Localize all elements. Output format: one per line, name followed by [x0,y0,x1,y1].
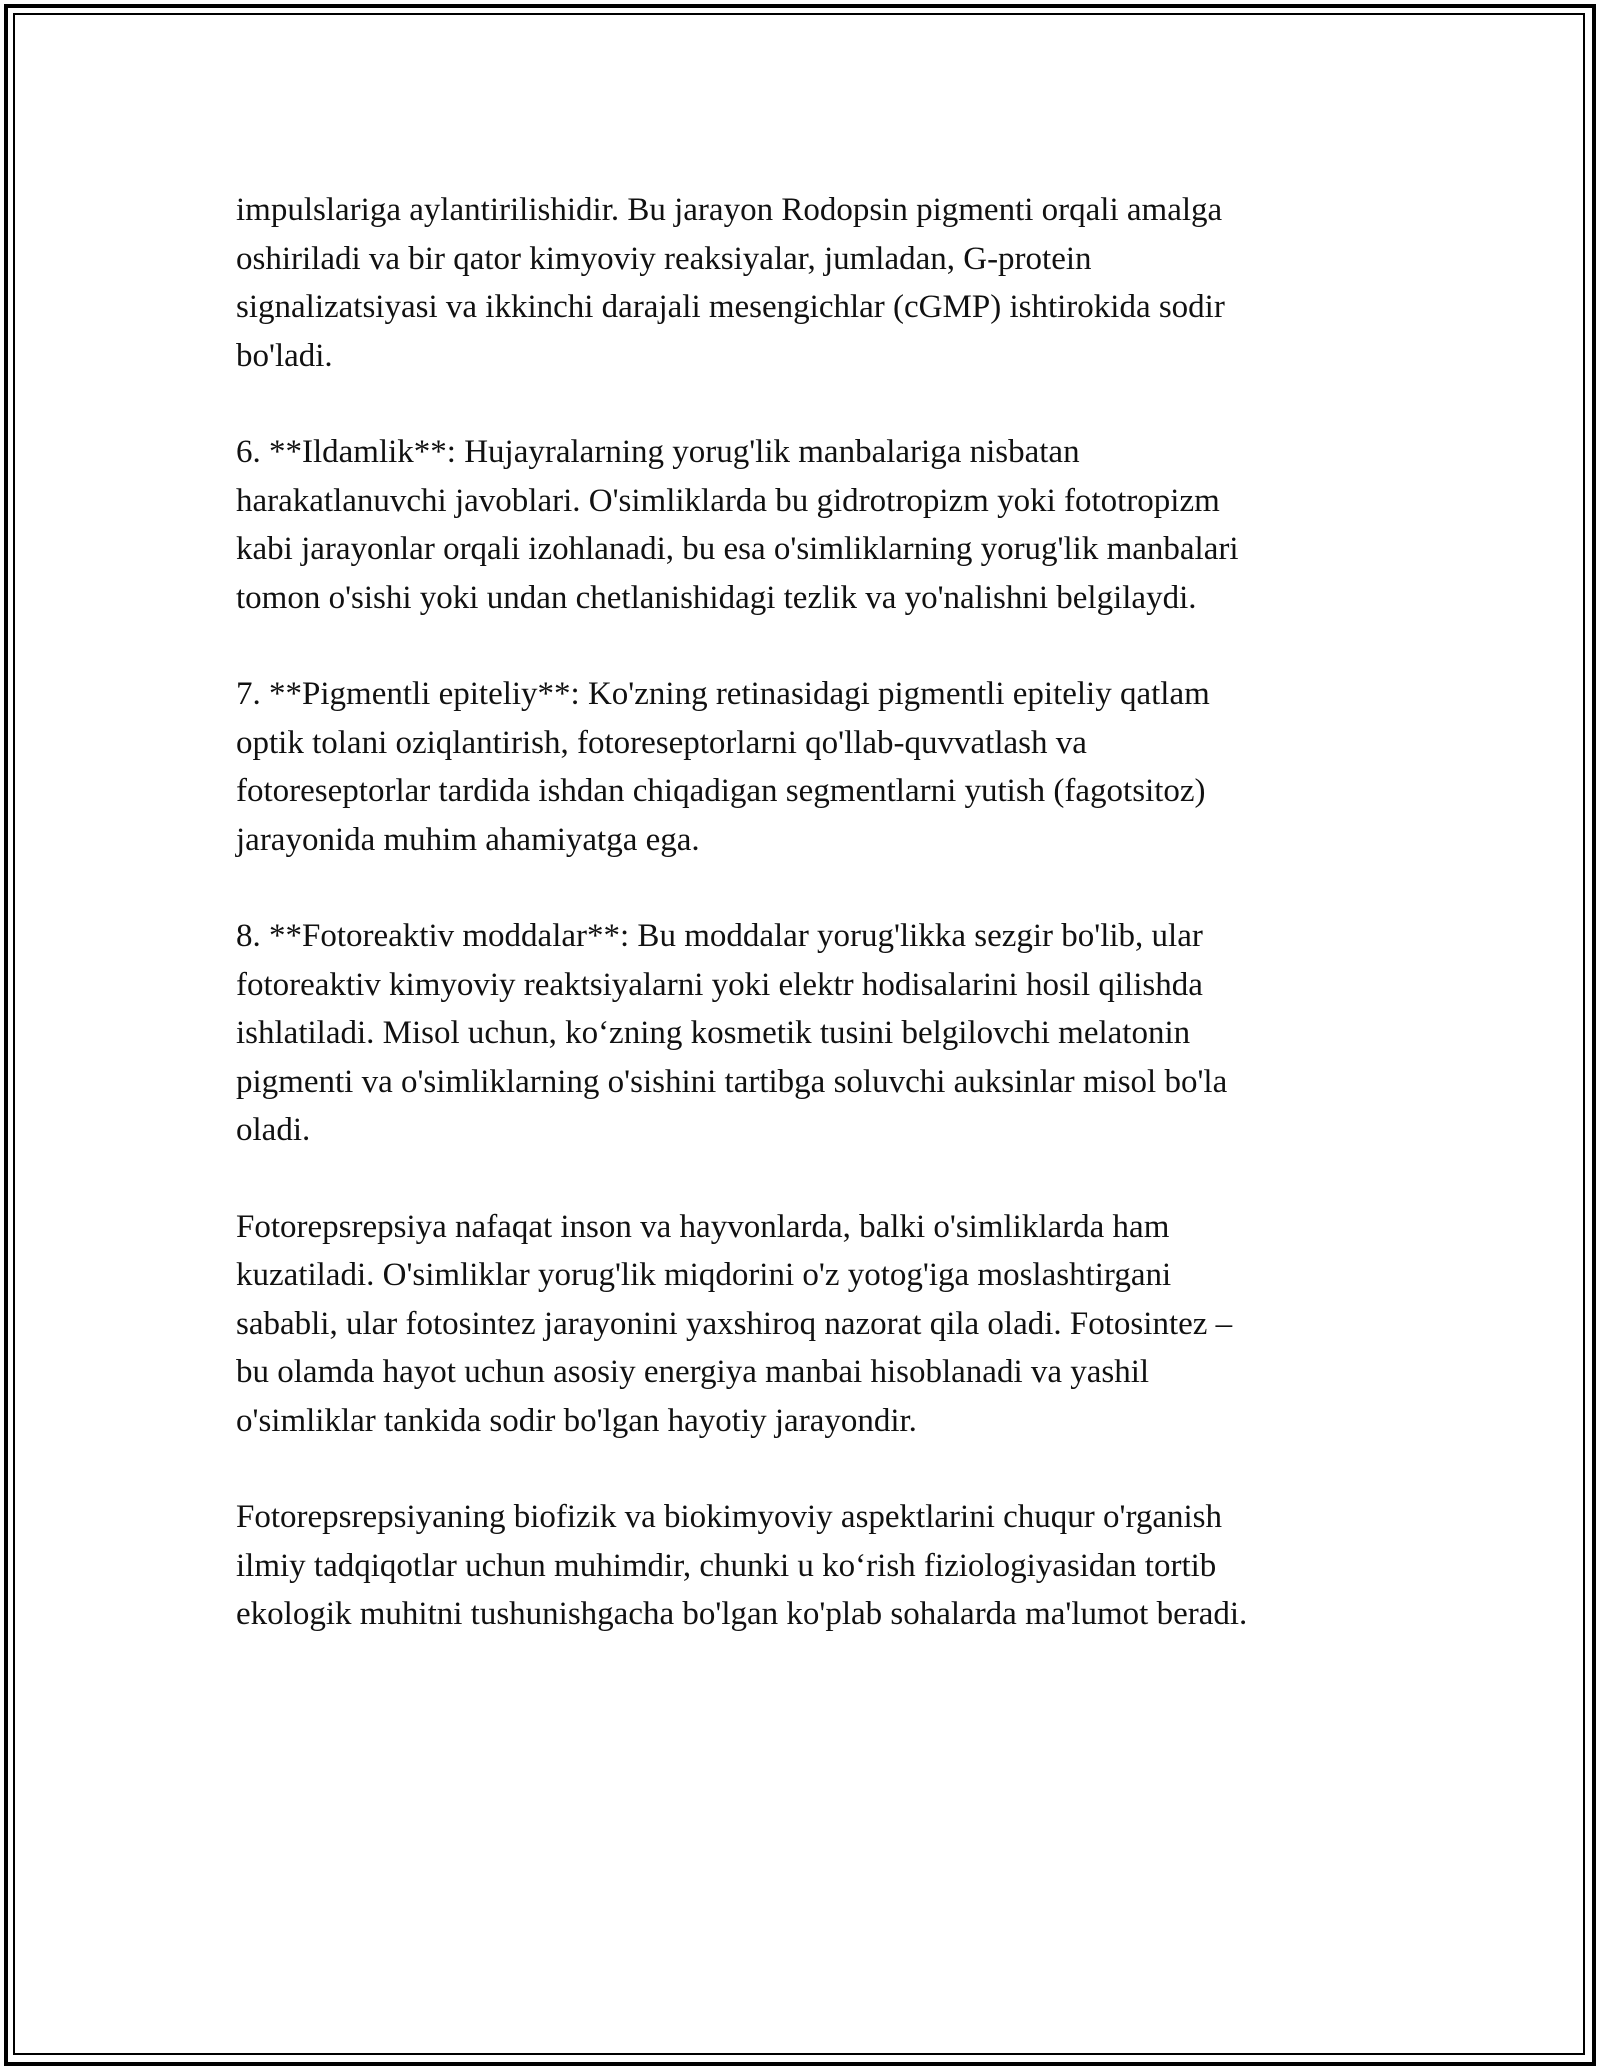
text-line: pigmenti va o'simliklarning o'sishini tartibga soluvchi auksinlar misol bo'la [236,1063,1228,1100]
text-line: tomon o'sishi yoki undan chetlanishidagi tezlik va yo'nalishni belgilaydi. [236,579,1197,616]
text-line: harakatlanuvchi javoblari. O'simliklarda bu gidrotropizm yoki fototropizm [236,482,1220,519]
text-line: 8. **Fotoreaktiv moddalar**: Bu moddalar yorug'likka sezgir bo'lib, ular [236,918,1203,954]
text-line: o'simliklar tankida sodir bo'lgan hayotiy jarayondir. [236,1402,917,1439]
text-line: 7. **Pigmentli epiteliy**: Ko'zning retinasidagi pigmentli epiteliy qatlam [236,676,1210,712]
text-line: ilmiy tadqiqotlar uchun muhimdir, chunki u ko‘rish fiziologiyasidan tortib [236,1547,1217,1584]
text-line: fotoreseptorlar tardida ishdan chiqadigan segmentlarni yutish (fagotsitoz) [236,773,1206,809]
text-line: ishlatiladi. Misol uchun, ko‘zning kosmetik tusini belgilovchi melatonin [236,1015,1191,1051]
text-line: kabi jarayonlar orqali izohlanadi, bu esa o'simliklarning yorug'lik manbalari [236,531,1239,567]
paragraph-plants [236,1203,1376,1446]
text-line: fotoreaktiv kimyoviy reaktsiyalarni yoki elektr hodisalarini hosil qilishda [236,966,1203,1003]
list-item-8 [236,912,1376,1155]
text-line: bu olamda hayot uchun asosiy energiya manbai hisoblanadi va yashil [236,1354,1150,1390]
text-line: oshiriladi va bir qator kimyoviy reaksiyalar, jumladan, G-protein [236,240,1092,277]
text-line: Fotorepsrepsiya nafaqat inson va hayvonlarda, balki o'simliklarda ham [236,1208,1170,1245]
list-item-6 [236,428,1376,622]
paragraph-continuation [236,186,1376,380]
text-line: jarayonida muhim ahamiyatga ega. [236,821,700,858]
text-line: oladi. [236,1112,311,1148]
text-line: kuzatiladi. O'simliklar yorug'lik miqdorini o'z yotog'iga moslashtirgani [236,1257,1172,1293]
list-item-7 [236,670,1376,864]
text-line: optik tolani oziqlantirish, fotoreseptorlarni qo'llab-quvvatlash va [236,724,1087,761]
text-line: signalizatsiyasi va ikkinchi darajali mesengichlar (cGMP) ishtirokida sodir [236,289,1225,325]
text-line: bo'ladi. [236,337,333,374]
text-line: impulslariga aylantirilishidir. Bu jarayon Rodopsin pigmenti orqali amalga [236,192,1223,228]
text-line: ekologik muhitni tushunishgacha bo'lgan ko'plab sohalarda ma'lumot beradi. [236,1596,1248,1632]
text-line: sababli, ular fotosintez jarayonini yaxshiroq nazorat qila oladi. Fotosintez – [236,1305,1233,1342]
text-line: Fotorepsrepsiyaning biofizik va biokimyoviy aspektlarini chuqur o'rganish [236,1499,1223,1535]
document-body [236,186,1376,1687]
text-line: 6. **Ildamlik**: Hujayralarning yorug'lik manbalariga nisbatan [236,434,1080,470]
paragraph-conclusion [236,1493,1376,1639]
